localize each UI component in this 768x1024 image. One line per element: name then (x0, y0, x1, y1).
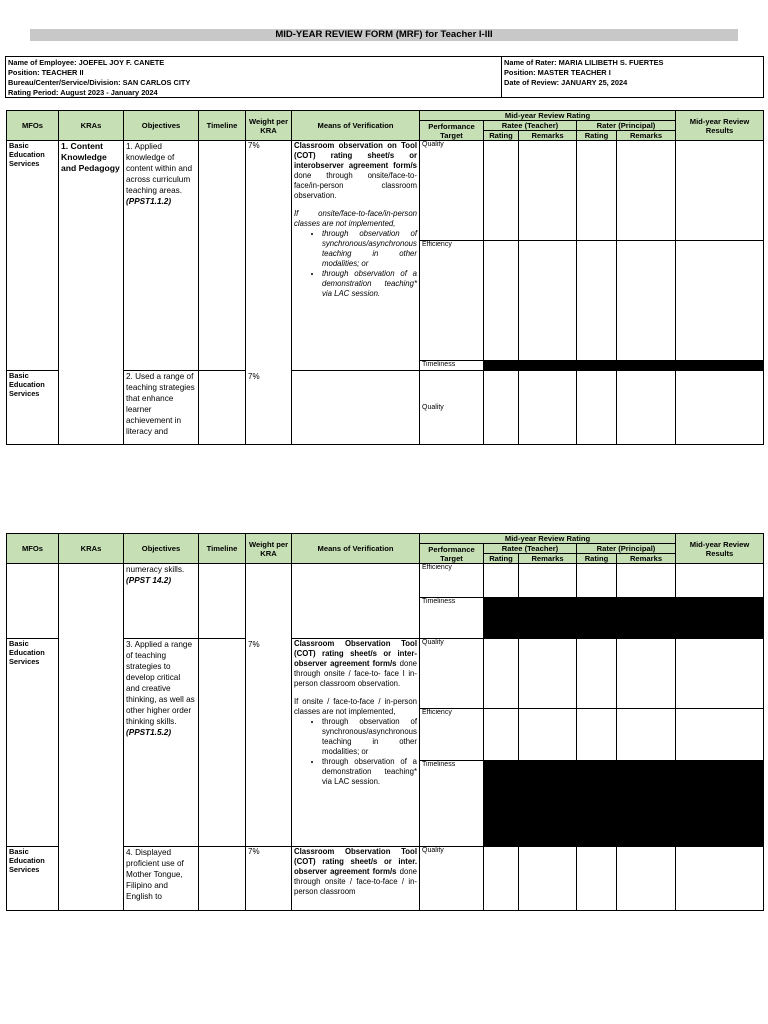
mov-bullet: • through observation of synchronous/asynchronous teaching in other modalities; or (322, 717, 417, 757)
weight-value: 7% (248, 372, 260, 381)
header-mov: Means of Verification (292, 111, 420, 141)
mov-text: done through onsite / face-to- face I in-person classroom observation. (294, 659, 417, 688)
header-mov: Means of Verification (292, 534, 420, 564)
header-ratee-rating: Rating (484, 554, 519, 564)
weight-cell: 7% (246, 847, 292, 911)
objective-code: (PPST1.1.2) (126, 197, 172, 206)
mov-if-text: If onsite / face-to-face / in-person classes are not implemented, (294, 697, 417, 716)
rater-rating-cell[interactable] (577, 241, 617, 361)
header-results: Mid-year Review Results (676, 534, 764, 564)
mov-cell (292, 371, 420, 445)
results-cell[interactable] (676, 639, 764, 709)
mov-bold-text: Classroom Observation Tool (COT) rating sheet/s or inter- observer agreement form/s (294, 639, 417, 668)
rater-info (501, 57, 763, 97)
header-rater: Rater (Principal) (577, 544, 676, 554)
mfo-cell: Basic Education Services (7, 141, 59, 371)
weight-value: 7% (248, 141, 260, 150)
perf-target-quality: Quality (420, 847, 484, 911)
mov-cell (292, 564, 420, 639)
header-rater-remarks: Remarks (617, 554, 676, 564)
ratee-rating-cell[interactable] (484, 141, 519, 241)
header-mfos: MFOs (7, 534, 59, 564)
objective-text: 3. Applied a range of teaching strategies to develop critical and creative thinking, as well as other higher order thinking skills. (126, 640, 195, 726)
rater-remarks-cell[interactable] (617, 564, 676, 598)
mrf-table-page2 (6, 533, 764, 911)
rater-name: Name of Rater: MARIA LILIBETH S. FUERTES (504, 58, 664, 67)
rating-period: Rating Period: August 2023 - January 2024 (8, 88, 158, 97)
perf-target-efficiency: Efficiency (420, 241, 484, 361)
weight-value: 7% (248, 640, 260, 649)
results-cell[interactable] (676, 847, 764, 911)
timeline-cell (199, 141, 246, 371)
timeline-cell (199, 371, 246, 445)
employee-bureau: Bureau/Center/Service/Division: SAN CARLOS CITY (8, 78, 191, 87)
objective-text: 1. Applied knowledge of content within and across curriculum teaching areas. (126, 142, 192, 195)
rater-rating-cell[interactable] (577, 709, 617, 761)
header-rater-rating: Rating (577, 554, 617, 564)
rater-remarks-cell[interactable] (617, 141, 676, 241)
objective-code: (PPST 14.2) (126, 576, 172, 585)
mfo-cell (7, 564, 59, 639)
mov-text: done through onsite/face-to-face/in-person classroom observation. (294, 171, 417, 200)
header-weight: Weight per KRA (246, 111, 292, 141)
header-objectives: Objectives (124, 534, 199, 564)
perf-target-efficiency: Efficiency (420, 564, 484, 598)
mov-cell (292, 141, 420, 371)
ratee-rating-cell[interactable] (484, 371, 519, 445)
header-rater: Rater (Principal) (577, 121, 676, 131)
employee-position: Position: TEACHER II (8, 68, 84, 77)
objective-cell: 4. Displayed proficient use of Mother Tongue, Filipino and English to (124, 847, 199, 911)
ratee-remarks-cell[interactable] (519, 371, 577, 445)
header-timeline: Timeline (199, 534, 246, 564)
rater-remarks-cell[interactable] (617, 847, 676, 911)
mov-text: done through onsite / face-to-face / in-person classroom (294, 867, 417, 896)
weight-cell (246, 564, 292, 847)
form-title: MID-YEAR REVIEW FORM (MRF) for Teacher I-III (30, 29, 738, 41)
kra-cell (59, 564, 124, 911)
blacked-out-cell (484, 361, 764, 371)
mov-bold-text: Classroom observation on Tool (COT) rating sheet/s or interobserver agreement form/s (294, 141, 417, 170)
perf-target-quality: Quality (420, 371, 484, 445)
blacked-out-cell (484, 598, 764, 639)
weight-cell (246, 141, 292, 445)
mov-list (294, 717, 417, 787)
perf-target-timeliness: Timeliness (420, 761, 484, 847)
mov-cell (292, 847, 420, 911)
rater-remarks-cell[interactable] (617, 371, 676, 445)
results-cell[interactable] (676, 371, 764, 445)
header-performance-target: Performance Target (420, 544, 484, 564)
rater-remarks-cell[interactable] (617, 709, 676, 761)
objective-cell (124, 141, 199, 371)
objective-text: numeracy skills. (126, 565, 185, 574)
review-date: Date of Review: JANUARY 25, 2024 (504, 78, 628, 87)
objective-cell (124, 639, 199, 847)
table-row (7, 564, 764, 598)
header-rater-remarks: Remarks (617, 131, 676, 141)
header-weight: Weight per KRA (246, 534, 292, 564)
header-ratee: Ratee (Teacher) (484, 544, 577, 554)
mov-bold-text: Classroom Observation Tool (COT) rating sheet/s or inter. observer agreement form/s (294, 847, 417, 876)
header-kras: KRAs (59, 111, 124, 141)
header-midyear-rating: Mid-year Review Rating (420, 534, 676, 544)
ratee-remarks-cell[interactable] (519, 141, 577, 241)
results-cell[interactable] (676, 709, 764, 761)
rater-remarks-cell[interactable] (617, 639, 676, 709)
mov-bullet: • through observation of a demonstration teaching* via LAC session. (322, 269, 417, 299)
perf-target-efficiency: Efficiency (420, 709, 484, 761)
header-midyear-rating: Mid-year Review Rating (420, 111, 676, 121)
rater-position: Position: MASTER TEACHER I (504, 68, 611, 77)
mov-bullet: • through observation of synchronous/asynchronous teaching in other modalities; or (322, 229, 417, 269)
results-cell[interactable] (676, 564, 764, 598)
ratee-remarks-cell[interactable] (519, 564, 577, 598)
mov-cell (292, 639, 420, 847)
header-objectives: Objectives (124, 111, 199, 141)
rater-rating-cell[interactable] (577, 639, 617, 709)
timeline-cell (199, 847, 246, 911)
header-results: Mid-year Review Results (676, 111, 764, 141)
header-performance-target: Performance Target (420, 121, 484, 141)
perf-target-timeliness: Timeliness (420, 361, 484, 371)
ratee-remarks-cell[interactable] (519, 847, 577, 911)
employee-info (6, 57, 503, 97)
blacked-out-cell (484, 761, 764, 847)
ratee-remarks-cell[interactable] (519, 639, 577, 709)
kra-cell: 1. Content Knowledge and Pedagogy (59, 141, 124, 445)
mfo-cell: Basic Education Services (7, 371, 59, 445)
mrf-table-page1 (6, 110, 764, 445)
mfo-cell: Basic Education Services (7, 639, 59, 847)
perf-target-quality: Quality (420, 639, 484, 709)
ratee-remarks-cell[interactable] (519, 709, 577, 761)
header-ratee-remarks: Remarks (519, 554, 577, 564)
ratee-rating-cell[interactable] (484, 847, 519, 911)
ratee-rating-cell[interactable] (484, 709, 519, 761)
objective-code: (PPST1.5.2) (126, 728, 172, 737)
header-ratee-rating: Rating (484, 131, 519, 141)
perf-target-timeliness: Timeliness (420, 598, 484, 639)
header-rater-rating: Rating (577, 131, 617, 141)
rater-rating-cell[interactable] (577, 564, 617, 598)
rater-rating-cell[interactable] (577, 847, 617, 911)
header-kras: KRAs (59, 534, 124, 564)
mov-bullet: • through observation of a demonstration teaching* via LAC session. (322, 757, 417, 787)
employee-info-box (5, 56, 764, 98)
mov-if-text: If onsite/face-to-face/in-person classes are not implemented, (294, 209, 417, 228)
ratee-rating-cell[interactable] (484, 564, 519, 598)
table-row (7, 141, 764, 241)
ratee-rating-cell[interactable] (484, 639, 519, 709)
timeline-cell (199, 564, 246, 639)
employee-name: Name of Employee: JOEFEL JOY F. CANETE (8, 58, 165, 67)
mov-list (294, 229, 417, 299)
mfo-cell: Basic Education Services (7, 847, 59, 911)
objective-cell: 2. Used a range of teaching strategies that enhance learner achievement in literacy and (124, 371, 199, 445)
results-cell[interactable] (676, 241, 764, 361)
header-ratee-remarks: Remarks (519, 131, 577, 141)
header-ratee: Ratee (Teacher) (484, 121, 577, 131)
ratee-rating-cell[interactable] (484, 241, 519, 361)
ratee-remarks-cell[interactable] (519, 241, 577, 361)
rater-remarks-cell[interactable] (617, 241, 676, 361)
rater-rating-cell[interactable] (577, 371, 617, 445)
objective-cell (124, 564, 199, 639)
header-mfos: MFOs (7, 111, 59, 141)
header-timeline: Timeline (199, 111, 246, 141)
perf-target-quality: Quality (420, 141, 484, 241)
timeline-cell (199, 639, 246, 847)
results-cell[interactable] (676, 141, 764, 241)
rater-rating-cell[interactable] (577, 141, 617, 241)
